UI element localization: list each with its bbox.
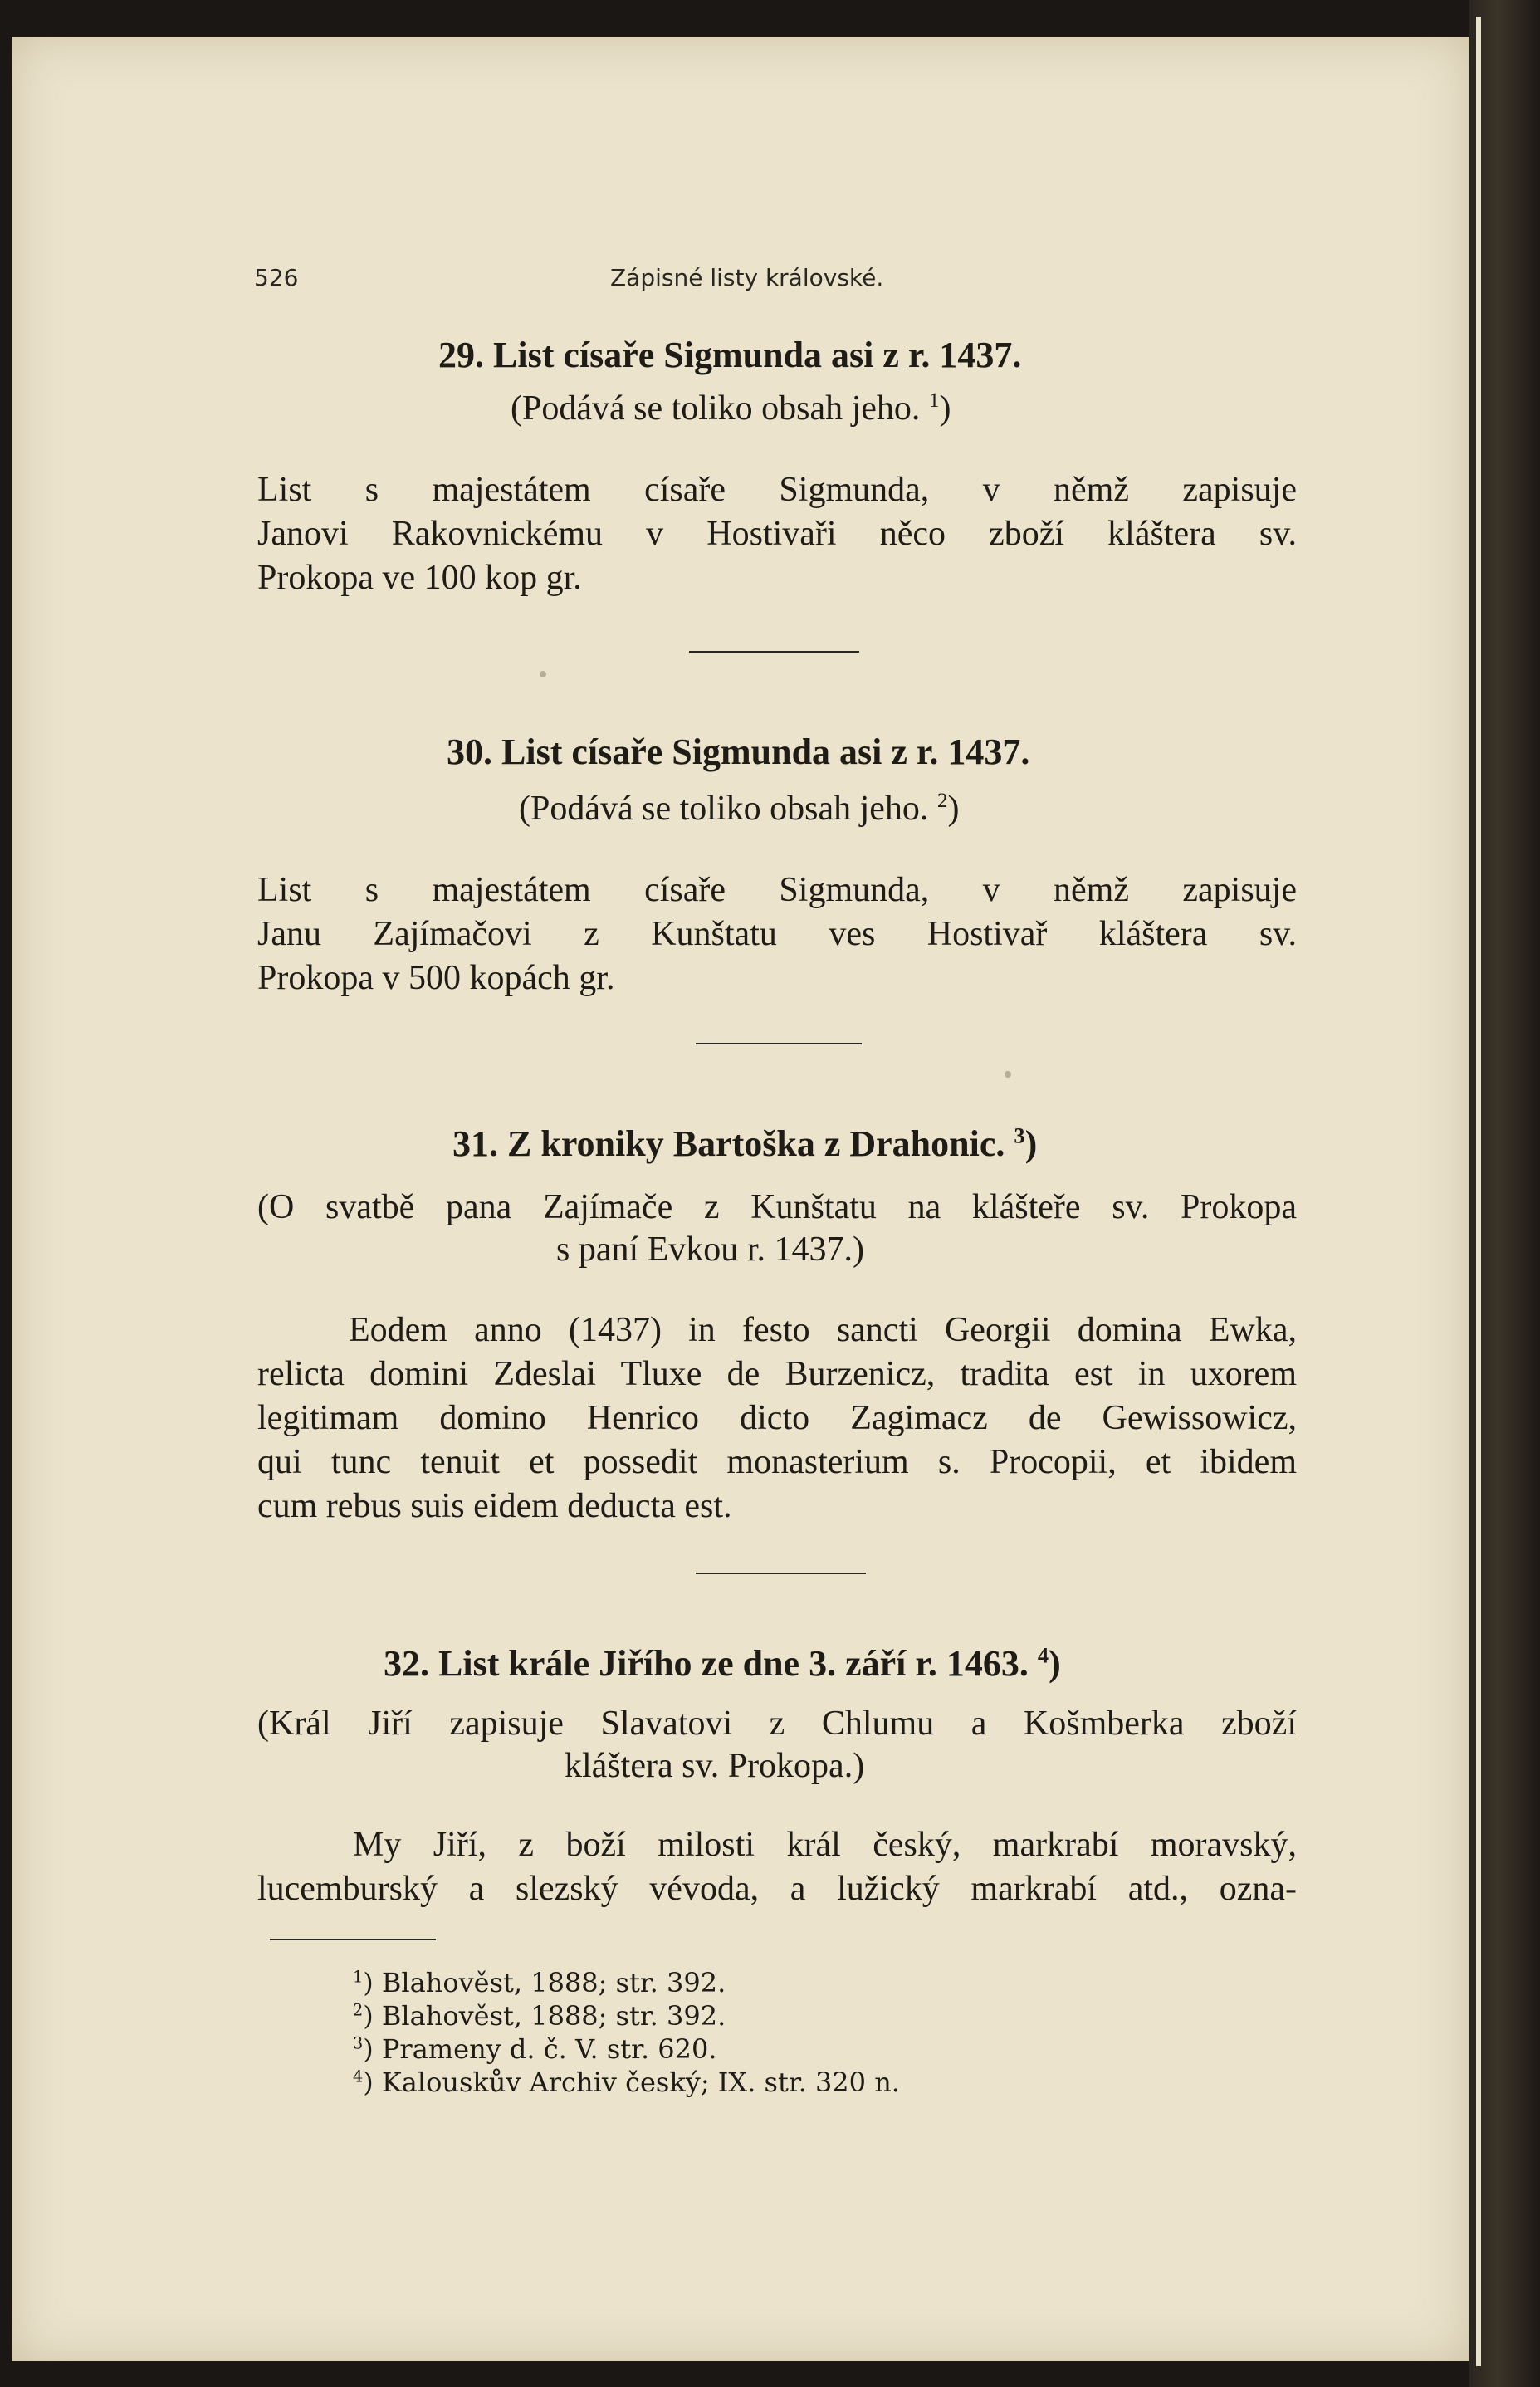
section-32-line-2: lucemburský a slezský vévoda, a lužický markrabí atd., ozna-: [257, 1870, 1297, 1908]
section-32-line-1: My Jiří, z boží milosti král český, markrabí moravský,: [353, 1826, 1297, 1864]
section-29-line-3: Prokopa ve 100 kop gr.: [257, 559, 582, 597]
section-30-line-1: List s majestátem císaře Sigmunda, v němž zapisuje: [257, 871, 1297, 909]
section-30-subtitle: (Podává se toliko obsah jeho. $^2$): [519, 790, 960, 828]
section-30-line-3: Prokopa v 500 kopách gr.: [257, 959, 615, 997]
section-32-subtitle-line-1: (Král Jiří zapisuje Slavatovi z Chlumu a Košmberka zboží: [257, 1705, 1297, 1743]
section-31-line-3: legitimam domino Henrico dicto Zagimacz de Gewissowicz,: [257, 1399, 1297, 1437]
footnote-4: $^4$) Kalouskův Archiv český; IX. str. 320 n.: [353, 2067, 900, 2098]
section-29-heading: 29. List císaře Sigmunda asi z r. 1437.: [438, 335, 1022, 375]
section-divider: [689, 651, 859, 653]
footnote-3: $^3$) Prameny d. č. V. str. 620.: [353, 2033, 717, 2065]
section-31-line-1: Eodem anno (1437) in festo sancti Georgii domina Ewka,: [349, 1311, 1297, 1349]
section-31-subtitle-line-1: (O svatbě pana Zajímače z Kunštatu na klášteře sv. Prokopa: [257, 1188, 1297, 1226]
paper-speck: [1005, 1071, 1011, 1078]
section-31-line-2: relicta domini Zdeslai Tluxe de Burzenicz, tradita est in uxorem: [257, 1355, 1297, 1393]
section-31-heading: 31. Z kroniky Bartoška z Drahonic. $^3$): [452, 1123, 1038, 1164]
footnote-1: $^1$) Blahověst, 1888; str. 392.: [353, 1967, 726, 1998]
paper-speck: [540, 671, 546, 677]
footnote-rule: [270, 1939, 436, 1940]
running-title: Zápisné listy královské.: [610, 264, 884, 291]
page-edge: [1476, 17, 1481, 2366]
section-31-line-4: qui tunc tenuit et possedit monasterium s. Procopii, et ibidem: [257, 1443, 1297, 1481]
section-30-heading: 30. List císaře Sigmunda asi z r. 1437.: [447, 731, 1030, 772]
section-divider: [696, 1573, 866, 1574]
section-29-line-2: Janovi Rakovnickému v Hostivaři něco zboží kláštera sv.: [257, 515, 1297, 553]
footnote-2: $^2$) Blahověst, 1888; str. 392.: [353, 2000, 726, 2032]
section-30-line-2: Janu Zajímačovi z Kunštatu ves Hostivař kláštera sv.: [257, 915, 1297, 953]
section-31-line-5: cum rebus suis eidem deducta est.: [257, 1487, 732, 1525]
section-29-subtitle: (Podává se toliko obsah jeho. $^1$): [511, 389, 951, 428]
section-divider: [696, 1043, 862, 1044]
section-29-line-1: List s majestátem císaře Sigmunda, v němž zapisuje: [257, 471, 1297, 509]
section-31-subtitle-line-2: s paní Evkou r. 1437.): [556, 1230, 864, 1269]
page-number: 526: [254, 264, 299, 291]
section-32-heading: 32. List krále Jiřího ze dne 3. září r. 1463. $^4$): [384, 1642, 1061, 1684]
section-32-subtitle-line-2: kláštera sv. Prokopa.): [565, 1747, 865, 1785]
